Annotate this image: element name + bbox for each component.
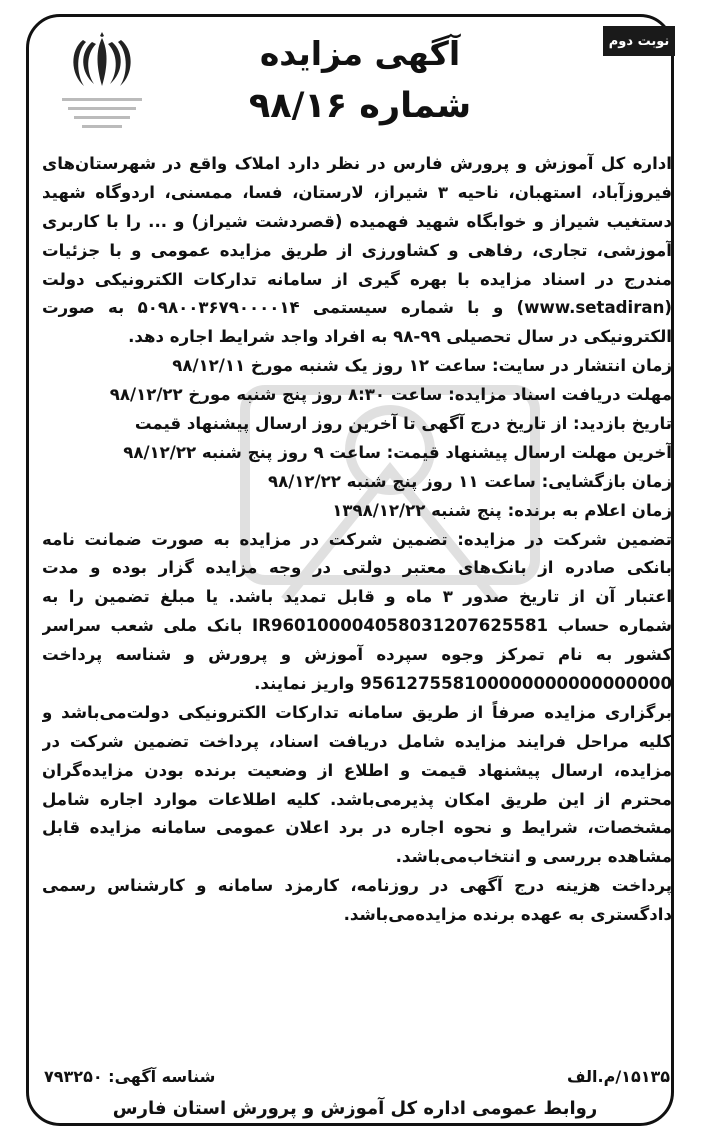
body-line: زمان اعلام به برنده: پنج شنبه ۱۳۹۸/۱۲/۲۲: [332, 500, 672, 520]
body-line: (www.setadiran) و با شماره سیستمی ۵۰۹۸۰۰۳۶۷۹۰۰۰۰۱۴ به صورت: [42, 298, 672, 318]
body-line: مندرج در اسناد مزایده با بهره گیری از سامانه تدارکات الکترونیکی دولت: [42, 269, 672, 289]
body-line: پرداخت هزینه درج آگهی در روزنامه، کارمزد سامانه و کارشناس رسمی: [42, 876, 672, 896]
notice-number: شماره ۹۸/۱۶: [248, 86, 472, 126]
body-line: کشور به نام تمرکز وجوه سپرده آموزش و پرورش و شناسه پرداخت: [42, 645, 672, 665]
notice-body: [42, 150, 672, 930]
body-line: مزایده، ارسال پیشنهاد قیمت و اطلاع از وضعیت برنده بودن مزایده‌گران: [42, 760, 672, 780]
ministry-caption-graphic: [56, 92, 148, 138]
body-line: تاریخ بازدید: از تاریخ درج آگهی تا آخرین روز ارسال پیشنهاد قیمت: [134, 414, 672, 434]
footer-row: [44, 1067, 670, 1093]
body-line: محترم از این طریق امکان پذیرمی‌باشد. کلیه اطلاعات موارد اجاره شامل: [42, 789, 672, 809]
body-line: کلیه مراحل فرایند مزایده شامل دریافت اسناد، پرداخت تضمین شرکت در: [42, 731, 672, 751]
publication-badge: نوبت دوم: [603, 26, 675, 56]
body-line: شماره حساب IR960100004058031207625581 بانک ملی شعب سراسر: [42, 616, 672, 636]
publisher-signature: روابط عمومی اداره کل آموزش و پرورش استان فارس: [112, 1098, 598, 1119]
body-line: فیروزآباد، استهبان، ناحیه ۳ شیراز، لارستان، فسا، ممسنی، اردوگاه شهید: [42, 182, 672, 202]
body-line: زمان بازگشایی: ساعت ۱۱ روز پنج شنبه ۹۸/۱۲/۲۲: [267, 471, 672, 491]
body-line: اداره کل آموزش و پرورش فارس در نظر دارد املاک واقع در شهرستان‌های: [42, 154, 672, 173]
body-line: برگزاری مزایده صرفاً از طریق سامانه تدارکات الکترونیکی دولت‌می‌باشد و: [42, 702, 672, 722]
ad-identifier: شناسه آگهی: ۷۹۳۲۵۰: [44, 1067, 216, 1086]
iran-emblem-icon: [66, 28, 138, 90]
body-line: آخرین مهلت ارسال پیشنهاد قیمت: ساعت ۹ روز پنج شنبه ۹۸/۱۲/۲۲: [123, 442, 672, 462]
body-line: تضمین شرکت در مزایده: تضمین شرکت در مزایده به صورت ضمانت نامه: [42, 529, 672, 549]
notice-title: آگهی مزایده: [259, 34, 461, 73]
body-line: اعتبار آن از تاریخ صدور ۳ ماه و قابل تمدید باشد. یا مبلغ تضمین را به: [42, 587, 672, 607]
reference-number: ۱۵۱۳۵/م.الف: [566, 1067, 670, 1086]
body-line: مهلت دریافت اسناد مزایده: ساعت ۸:۳۰ روز پنج شنبه مورخ ۹۸/۱۲/۲۲: [109, 385, 672, 405]
body-line: دادگستری به عهده برنده مزایده‌می‌باشد.: [343, 905, 672, 925]
body-line: دستغیب شیراز و خوابگاه شهید فهمیده (قصردشت شیراز) و ... را با کاربری: [42, 211, 672, 231]
body-line: الکترونیکی در سال تحصیلی ۹۹-۹۸ به افراد واجد شرایط اجاره دهد.: [128, 327, 672, 347]
body-line: زمان انتشار در سایت: ساعت ۱۲ روز یک شنبه مورخ ۹۸/۱۲/۱۱: [172, 356, 672, 376]
body-line: 956127558100000000000000000 واریز نمایند.: [254, 674, 672, 694]
body-line: بانکی صادره از بانک‌های معتبر دولتی در وجه مزایده گزار بوده و مدت: [42, 558, 672, 578]
body-line: مشخصات، شرایط و نحوه اجاره در برد اعلان عمومی سامانه مزایده قابل: [42, 818, 672, 838]
body-line: آموزشی، تجاری، رفاهی و کشاورزی از طریق مزایده عمومی و با جزئیات: [42, 240, 672, 260]
body-line: مشاهده بررسی و انتخاب‌می‌باشد.: [395, 847, 672, 867]
